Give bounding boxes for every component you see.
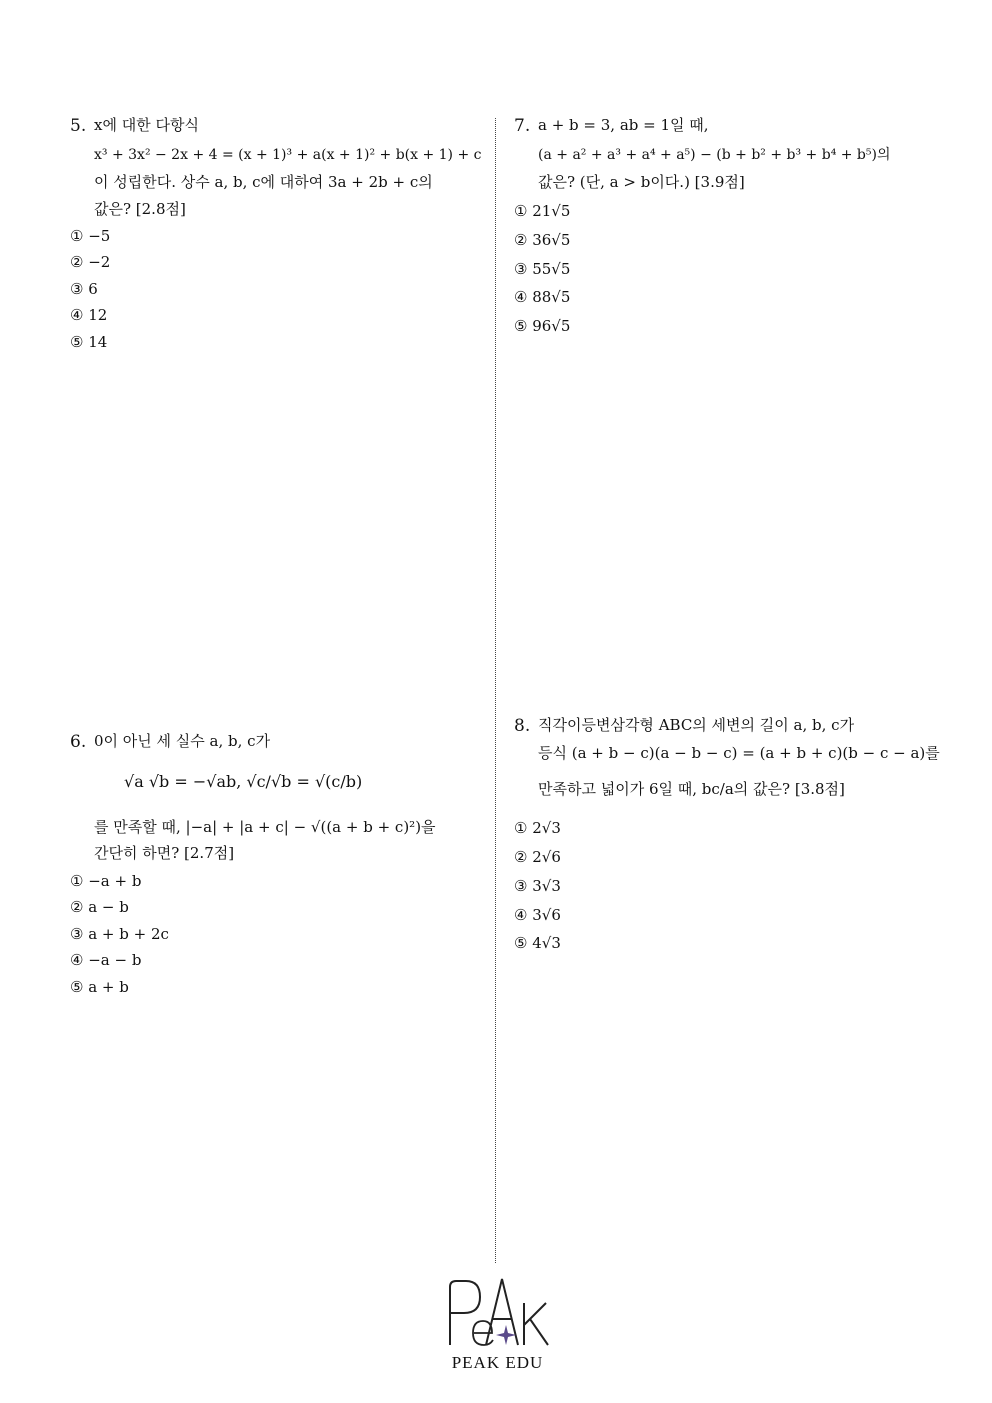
choice-1[interactable]: ① 21√5 xyxy=(514,202,571,220)
problem-stem: a + b = 3, ab = 1일 때, xyxy=(538,116,709,134)
problem-text: 를 만족할 때, |−a| + |a + c| − √((a + b + c)²)을 xyxy=(94,818,436,836)
problem-number: 5. xyxy=(70,116,87,136)
problem-stem: x에 대한 다항식 xyxy=(94,116,199,134)
problem-score: 값은? [2.8점] xyxy=(94,200,186,218)
choice-1[interactable]: ① −5 xyxy=(70,227,111,245)
problem-text: 이 성립한다. 상수 a, b, c에 대하여 3a + 2b + c의 xyxy=(94,173,433,191)
problem-number: 7. xyxy=(514,116,531,136)
problem-stem: 0이 아닌 세 실수 a, b, c가 xyxy=(94,732,271,750)
choice-1[interactable]: ① −a + b xyxy=(70,872,142,890)
problem-score: 만족하고 넓이가 6일 때, bc/a의 값은? [3.8점] xyxy=(538,780,845,798)
problem-score: 값은? (단, a > b이다.) [3.9점] xyxy=(538,173,745,191)
peak-edu-logo xyxy=(440,1273,555,1373)
choice-2[interactable]: ② 36√5 xyxy=(514,231,571,249)
choice-2[interactable]: ② −2 xyxy=(70,253,111,271)
choice-2[interactable]: ② 2√6 xyxy=(514,848,561,866)
problem-equation: (a + a² + a³ + a⁴ + a⁵) − (b + b² + b³ + b⁴ + b⁵)의 xyxy=(538,147,891,163)
choice-4[interactable]: ④ 88√5 xyxy=(514,288,571,306)
choice-4[interactable]: ④ 12 xyxy=(70,306,108,324)
choice-2[interactable]: ② a − b xyxy=(70,898,129,916)
problem-stem: 직각이등변삼각형 ABC의 세변의 길이 a, b, c가 xyxy=(538,716,855,734)
choice-3[interactable]: ③ 6 xyxy=(70,280,98,298)
choice-4[interactable]: ④ 3√6 xyxy=(514,906,561,924)
problem-equation: x³ + 3x² − 2x + 4 = (x + 1)³ + a(x + 1)² + b(x + 1) + c xyxy=(94,147,482,163)
choice-3[interactable]: ③ a + b + 2c xyxy=(70,925,169,943)
peak-logo-mark xyxy=(440,1273,555,1351)
choice-5[interactable]: ⑤ 96√5 xyxy=(514,317,571,335)
choice-5[interactable]: ⑤ a + b xyxy=(70,978,129,996)
problem-condition: √a √b = −√ab, √c/√b = √(c/b) xyxy=(124,772,363,791)
choice-3[interactable]: ③ 55√5 xyxy=(514,260,571,278)
problem-score: 간단히 하면? [2.7점] xyxy=(94,844,235,862)
problem-text: 등식 (a + b − c)(a − b − c) = (a + b + c)(b − c − a)를 xyxy=(538,744,940,762)
choice-5[interactable]: ⑤ 14 xyxy=(70,333,108,351)
choice-5[interactable]: ⑤ 4√3 xyxy=(514,934,561,952)
choice-4[interactable]: ④ −a − b xyxy=(70,951,142,969)
column-divider xyxy=(495,118,496,1263)
problem-number: 6. xyxy=(70,732,87,752)
logo-text: PEAK EDU xyxy=(451,1353,544,1372)
problem-number: 8. xyxy=(514,716,531,736)
choice-1[interactable]: ① 2√3 xyxy=(514,819,561,837)
choice-3[interactable]: ③ 3√3 xyxy=(514,877,561,895)
